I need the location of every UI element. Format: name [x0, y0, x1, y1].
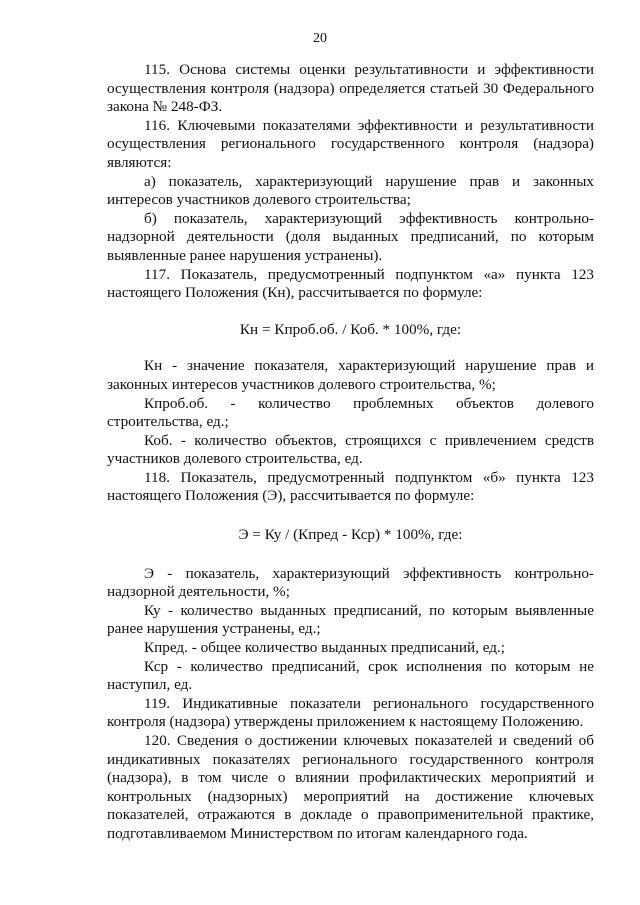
list-item-a: а) показатель, характеризующий нарушение прав и законных интересов участников долевого строительства; [107, 172, 594, 209]
list-item-b: б) показатель, характеризующий эффективность контрольно-надзорной деятельности (доля выданных предписаний, по которым выявленные ранее нарушения устранены). [107, 209, 594, 264]
formula-kn: Кн = Кпроб.об. / Коб. * 100%, где: [239, 320, 462, 338]
paragraph-116: 116. Ключевыми показателями эффективности и результативности осуществления регионального государственного контроля (надзора) являются: [107, 116, 594, 171]
paragraph-117: 117. Показатель, предусмотренный подпунктом «а» пункта 123 настоящего Положения (Кн), рассчитывается по формуле: [107, 265, 594, 302]
paragraph-115: 115. Основа системы оценки результативности и эффективности осуществления контроля (надзора) определяется статьей 30 Федерального закона № 248-ФЗ. [107, 61, 594, 116]
definition-kn: Кн - значение показателя, характеризующий нарушение прав и законных интересов участников долевого строительства, %; [107, 357, 594, 393]
document-body [107, 61, 594, 844]
paragraph-119: 119. Индикативные показатели регионального государственного контроля (надзора) утверждены приложением к настоящему Положению. [107, 694, 594, 731]
paragraph-120: 120. Сведения о достижении ключевых показателей и сведений об индикативных показателях регионального государственного контроля (надзора), в том числе о влиянии профилактических мероприятий и контрольных (надзорных) мероприятий на достижение ключевых показателей, отражаются в докладе о правоприменительной практике, подготавливаемом Министерством по итогам календарного года. [107, 732, 594, 842]
definition-ku: Ку - количество выданных предписаний, по которым выявленные ранее нарушения устранены, ед.; [107, 601, 594, 638]
definition-e: Э - показатель, характеризующий эффективность контрольно-надзорной деятельности, %; [107, 564, 594, 601]
definition-kpred: Кпред. - общее количество выданных предписаний, ед.; [144, 639, 506, 657]
definition-ksr: Кср - количество предписаний, срок исполнения по которым не наступил, ед. [107, 657, 594, 694]
paragraph-118: 118. Показатель, предусмотренный подпунктом «б» пункта 123 настоящего Положения (Э), рассчитывается по формуле: [107, 468, 594, 505]
definition-kprob: Кпроб.об. - количество проблемных объектов долевого строительства, ед.; [107, 394, 594, 431]
page-number: 20 [313, 31, 327, 46]
definition-kob: Коб. - количество объектов, строящихся с привлечением средств участников долевого строительства, ед. [107, 431, 594, 468]
formula-e: Э = Ку / (Кпред - Кср) * 100%, где: [238, 526, 463, 544]
